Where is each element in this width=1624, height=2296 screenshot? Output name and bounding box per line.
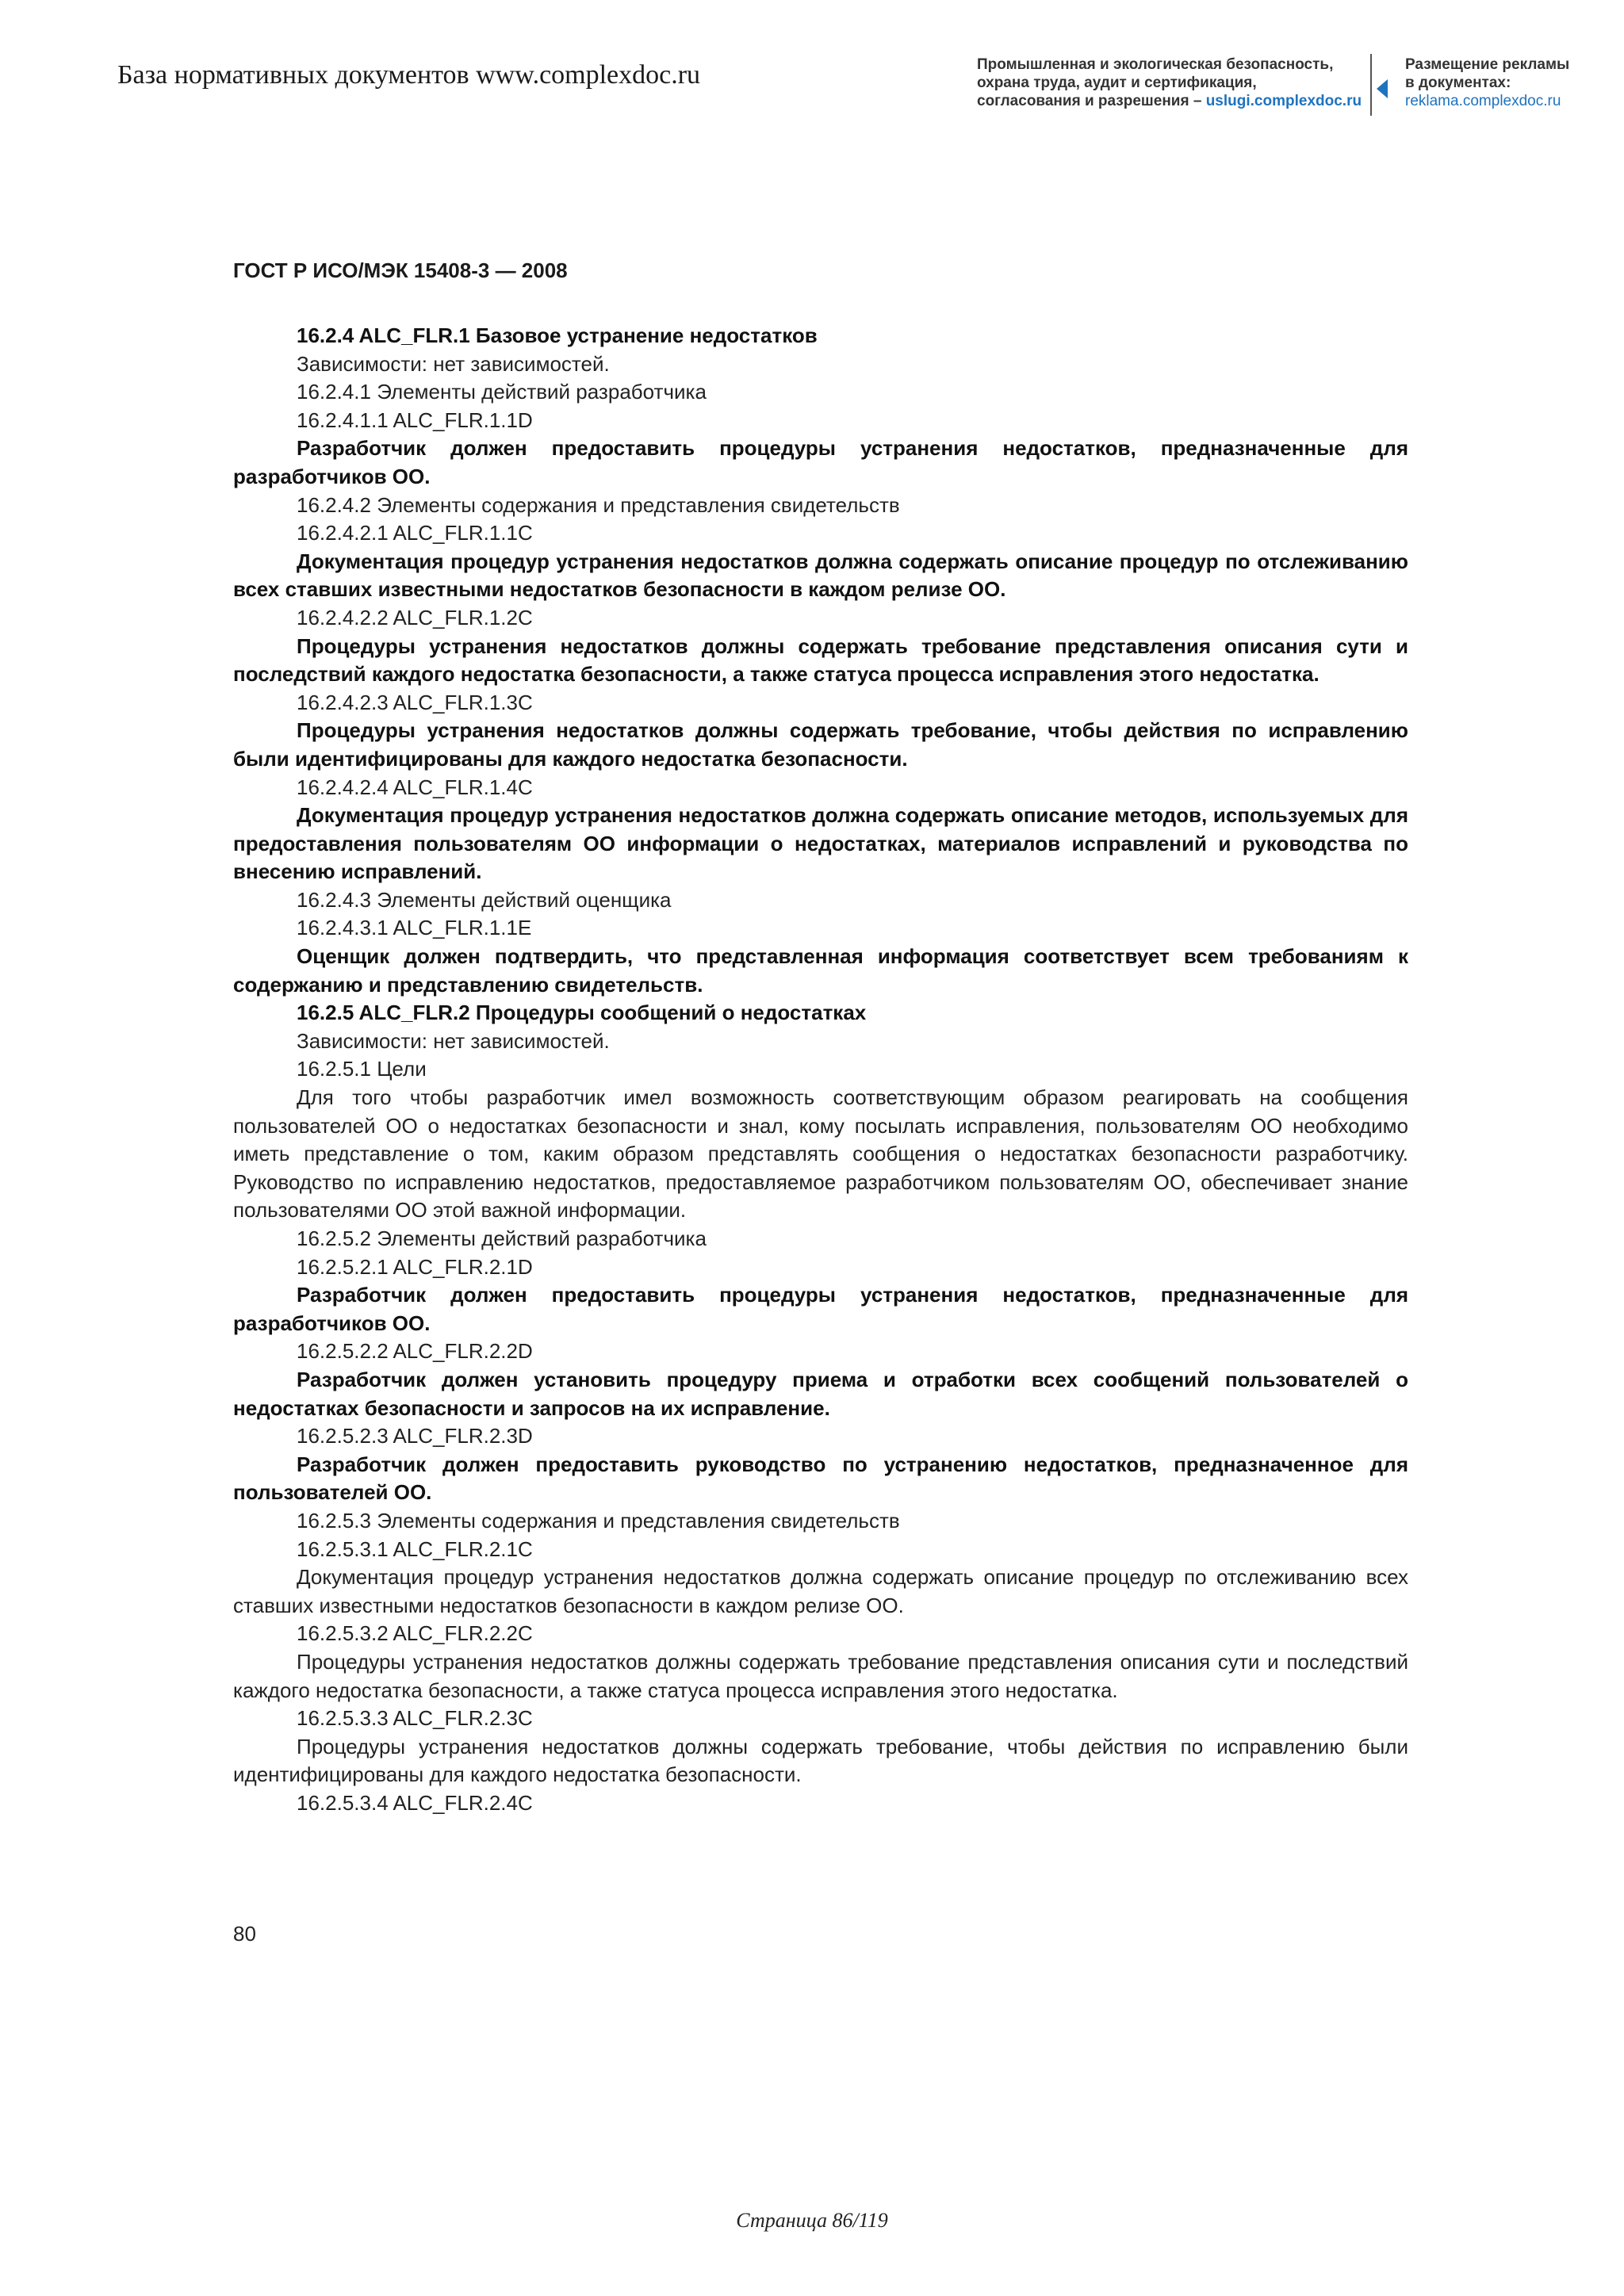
text-paragraph: Для того чтобы разработчик имел возможность соответствующим образом реагировать на сообщения пользователей ОО о недостатках безопасности и знал, кому посылать исправления, пользователям ОО необходимо иметь представление о том, каким образом представлять сообщения о недостатках безопасности разработчику. Руководство по исправлению недостатков, предоставляемое разработчиком пользователям ОО, обеспечивает знание пользователями ОО этой важной информации. xyxy=(233,1085,1408,1223)
requirement-paragraph: Разработчик должен предоставить процедуры устранения недостатков, предназначенные для разработчиков ОО. xyxy=(233,1283,1408,1335)
requirement-paragraph: Разработчик должен предоставить руководство по устранению недостатков, предназначенное для пользователей ОО. xyxy=(233,1452,1408,1505)
text-paragraph: 16.2.5.2.3 ALC_FLR.2.3D xyxy=(297,1424,533,1448)
requirement-paragraph: Документация процедур устранения недостатков должна содержать описание методов, используемых для предоставления пользователям ОО информации о недостатках, материалов исправлений и руководства по внесению исправлений. xyxy=(233,803,1408,884)
advertising-link[interactable]: reklama.complexdoc.ru xyxy=(1405,93,1561,109)
text-paragraph: 16.2.5.3.1 ALC_FLR.2.1C xyxy=(297,1536,533,1561)
text-paragraph: Процедуры устранения недостатков должны содержать требование представления описания сути и последствий каждого недостатка безопасности, а также статуса процесса исправления этого недостатка. xyxy=(233,1649,1408,1702)
promo-line: охрана труда, аудит и сертификация, xyxy=(977,75,1257,91)
text-paragraph: 16.2.5.3.4 ALC_FLR.2.4C xyxy=(297,1790,533,1815)
page-number: 80 xyxy=(233,1922,256,1946)
text-paragraph: Зависимости: нет зависимостей. xyxy=(297,351,610,376)
text-paragraph: 16.2.5.3.2 ALC_FLR.2.2C xyxy=(297,1621,533,1646)
text-paragraph: 16.2.4.2.2 ALC_FLR.1.2C xyxy=(297,605,533,629)
requirement-paragraph: Документация процедур устранения недостатков должна содержать описание процедур по отслеживанию всех ставших известными недостатков безопасности в каждом релизе ОО. xyxy=(233,549,1408,602)
text-paragraph: 16.2.5.3.3 ALC_FLR.2.3C xyxy=(297,1706,533,1731)
text-paragraph: 16.2.4.3 Элементы действий оценщика xyxy=(297,887,672,912)
ad-line: в документах: xyxy=(1405,75,1511,91)
text-paragraph: 16.2.4.2.3 ALC_FLR.1.3C xyxy=(297,690,533,714)
requirement-paragraph: Разработчик должен установить процедуру приема и отработки всех сообщений пользователей о недостатках безопасности и запросов на их исправление. xyxy=(233,1367,1408,1420)
site-title: База нормативных документов www.complexdoc.ru xyxy=(117,60,701,90)
document-body xyxy=(233,322,1408,1817)
header-divider xyxy=(1370,54,1372,116)
text-paragraph: 16.2.4.2 Элементы содержания и представления свидетельств xyxy=(297,492,900,517)
text-paragraph: 16.2.4.1 Элементы действий разработчика xyxy=(297,380,707,404)
text-paragraph: Процедуры устранения недостатков должны содержать требование, чтобы действия по исправлению были идентифицированы для каждого недостатка безопасности. xyxy=(233,1734,1408,1787)
page-footer: Страница 86/119 xyxy=(736,2209,888,2232)
promo-line xyxy=(977,92,1362,110)
site-header xyxy=(0,0,1624,135)
text-paragraph: 16.2.5.1 Цели xyxy=(297,1057,427,1081)
text-paragraph: Документация процедур устранения недостатков должна содержать описание процедур по отслеживанию всех ставших известными недостатков безопасности в каждом релизе ОО. xyxy=(233,1565,1408,1617)
text-paragraph: Зависимости: нет зависимостей. xyxy=(297,1028,610,1053)
text-paragraph: 16.2.5.2 Элементы действий разработчика xyxy=(297,1226,707,1250)
requirement-paragraph: Процедуры устранения недостатков должны содержать требование представления описания сути и последствий каждого недостатка безопасности, а также статуса процесса исправления этого недостатка. xyxy=(233,633,1408,687)
text-paragraph: 16.2.5.2.2 ALC_FLR.2.2D xyxy=(297,1339,533,1364)
requirement-paragraph: Процедуры устранения недостатков должны содержать требование, чтобы действия по исправлению были идентифицированы для каждого недостатка безопасности. xyxy=(233,718,1408,771)
requirement-paragraph: 16.2.4 ALC_FLR.1 Базовое устранение недостатков xyxy=(297,323,818,347)
text-paragraph: 16.2.5.3 Элементы содержания и представления свидетельств xyxy=(297,1508,900,1533)
text-paragraph: 16.2.4.1.1 ALC_FLR.1.1D xyxy=(297,408,533,432)
promo-line: Промышленная и экологическая безопасность, xyxy=(977,56,1334,73)
requirement-paragraph: 16.2.5 ALC_FLR.2 Процедуры сообщений о недостатках xyxy=(297,1001,867,1025)
text-paragraph: 16.2.4.3.1 ALC_FLR.1.1E xyxy=(297,916,532,940)
advertising-promo xyxy=(1405,55,1569,110)
text-paragraph: 16.2.4.2.1 ALC_FLR.1.1C xyxy=(297,521,533,545)
services-link[interactable]: uslugi.complexdoc.ru xyxy=(1205,93,1362,109)
text-paragraph: 16.2.4.2.4 ALC_FLR.1.4C xyxy=(297,775,533,799)
promo-line-text: согласования и разрешения – xyxy=(977,93,1206,109)
requirement-paragraph: Оценщик должен подтвердить, что представленная информация соответствует всем требованиям к содержанию и представлению свидетельств. xyxy=(233,944,1408,997)
ad-line: Размещение рекламы xyxy=(1405,56,1570,73)
text-paragraph: 16.2.5.2.1 ALC_FLR.2.1D xyxy=(297,1254,533,1279)
arrow-left-icon xyxy=(1377,79,1388,98)
services-promo xyxy=(977,55,1362,110)
requirement-paragraph: Разработчик должен предоставить процедуры устранения недостатков, предназначенные для разработчиков ОО. xyxy=(233,436,1408,488)
document-code: ГОСТ Р ИСО/МЭК 15408-3 — 2008 xyxy=(233,258,568,282)
